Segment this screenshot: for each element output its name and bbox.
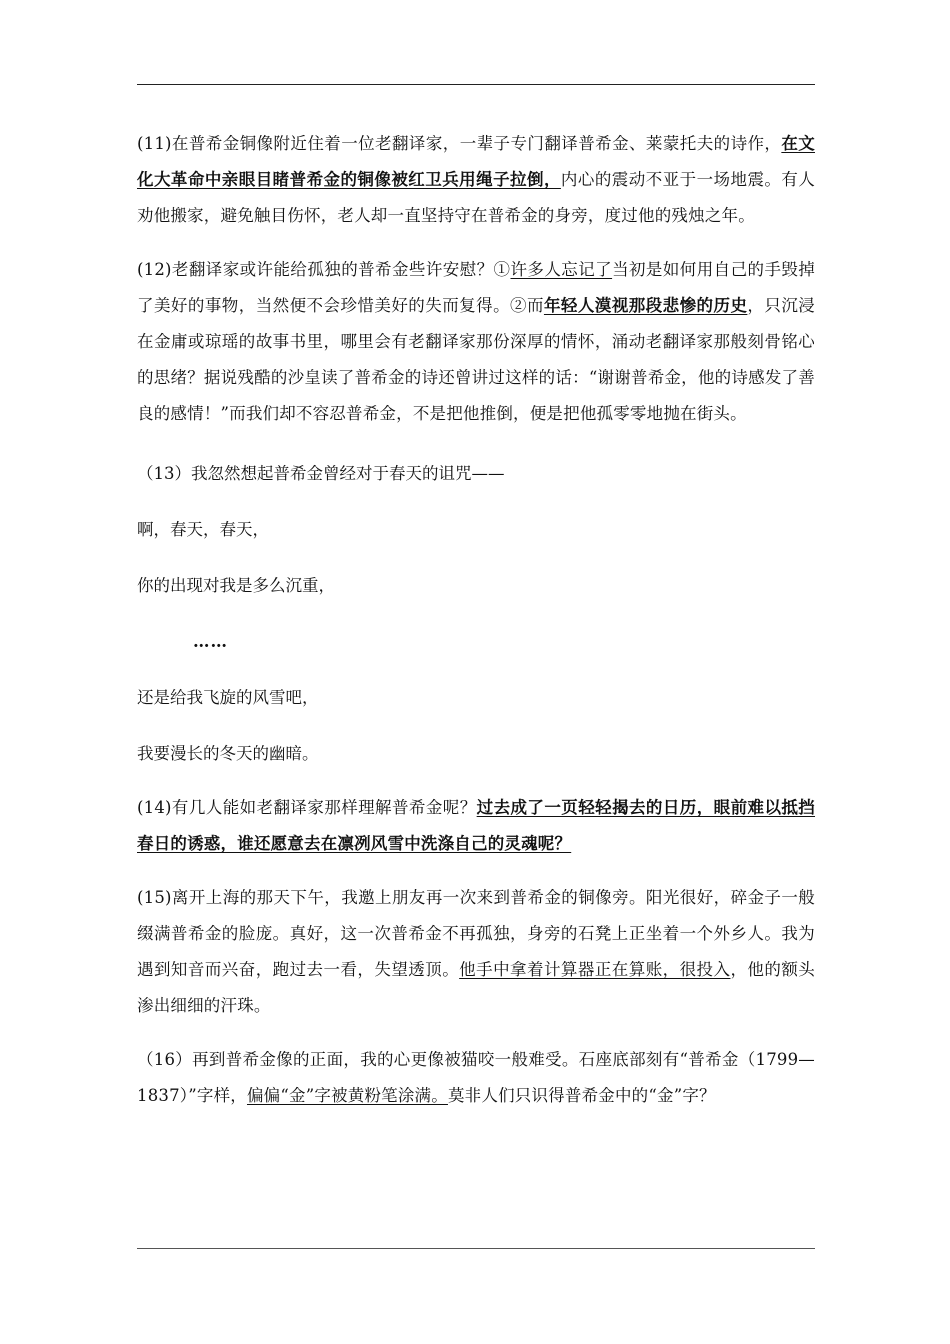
footer-rule	[137, 1248, 815, 1249]
paragraph-11-text-2: 内心的震动不亚于一场地震。有人劝他搬家，避免触目伤怀，老人却一直坚持守在普希金的身旁，度过他的残烛之年。	[137, 170, 816, 225]
poem-line-1: 啊，春天，春天，	[137, 520, 269, 539]
paragraph-12-text-2: 当初是如何用自己的手毁掉了美好的事物，当然便不会珍惜美好的失而复得。②而	[137, 260, 816, 315]
document-body	[137, 126, 815, 1114]
header-rule	[137, 84, 815, 85]
paragraph-11-underlined-bold: 在文化大革命中亲眼目睹普希金的铜像被红卫兵用绳子拉倒，	[137, 134, 815, 189]
paragraph-12-underlined-bold: 年轻人漠视那段悲惨的历史	[543, 296, 748, 315]
paragraph-12-text-1: (12)老翻译家或许能给孤独的普希金些许安慰？①	[137, 260, 511, 279]
poem-line-4: 我要漫长的冬天的幽暗。	[137, 744, 319, 763]
paragraph-13: （13）我忽然想起普希金曾经对于春天的诅咒——	[137, 464, 505, 483]
paragraph-16-text-2: 莫非人们只识得普希金中的“金”字？	[447, 1086, 716, 1105]
paragraph-16	[137, 1042, 815, 1114]
paragraph-15-text-2: ，他的额头渗出细细的汗珠。	[137, 960, 815, 1015]
poem-line-2: 你的出现对我是多么沉重，	[137, 576, 335, 595]
paragraph-14	[137, 790, 815, 862]
paragraph-12-text-3: ，只沉浸在金庸或琼瑶的故事书里，哪里会有老翻译家那份深厚的情怀，涌动老翻译家那般刻骨铭心的思绪？据说残酷的沙皇读了普希金的诗还曾讲过这样的话：“谢谢普希金，他的诗感发了善良的感情！”而我们却不容忍普希金，不是把他推倒，便是把他孤零零地抛在街头。	[137, 296, 815, 423]
paragraph-14-text-1: (14)有几人能如老翻译家那样理解普希金呢？	[137, 798, 477, 817]
poem-line-3: 还是给我飞旋的风雪吧，	[137, 688, 319, 707]
paragraph-11	[137, 126, 815, 234]
paragraph-16-text-1: （16）再到普希金像的正面，我的心更像被猫咬一般难受。石座底部刻有“普希金（1799—1837）”字样，	[137, 1050, 815, 1105]
paragraph-15	[137, 880, 815, 1024]
poem-ellipsis: ……	[193, 632, 228, 651]
paragraph-12	[137, 252, 815, 432]
paragraph-11-text-1: (11)在普希金铜像附近住着一位老翻译家，一辈子专门翻译普希金、莱蒙托夫的诗作，	[137, 134, 782, 153]
paragraph-14-underlined-bold: 过去成了一页轻轻揭去的日历，眼前难以抵挡春日的诱惑，谁还愿意去在凛冽风雪中洗涤自己的灵魂呢？	[137, 798, 816, 853]
paragraph-15-underlined: 他手中拿着计算器正在算账，很投入	[459, 960, 731, 979]
paragraph-12-underlined-1: 许多人忘记了	[510, 260, 613, 279]
paragraph-15-text-1: (15)离开上海的那天下午，我邀上朋友再一次来到普希金的铜像旁。阳光很好，碎金子一般缀满普希金的脸庞。真好，这一次普希金不再孤独，身旁的石凳上正坐着一个外乡人。我为遇到知音而兴奋，跑过去一看，失望透顶。	[137, 888, 815, 979]
paragraph-16-underlined: 偏偏“金”字被黄粉笔涂满。	[246, 1086, 448, 1105]
